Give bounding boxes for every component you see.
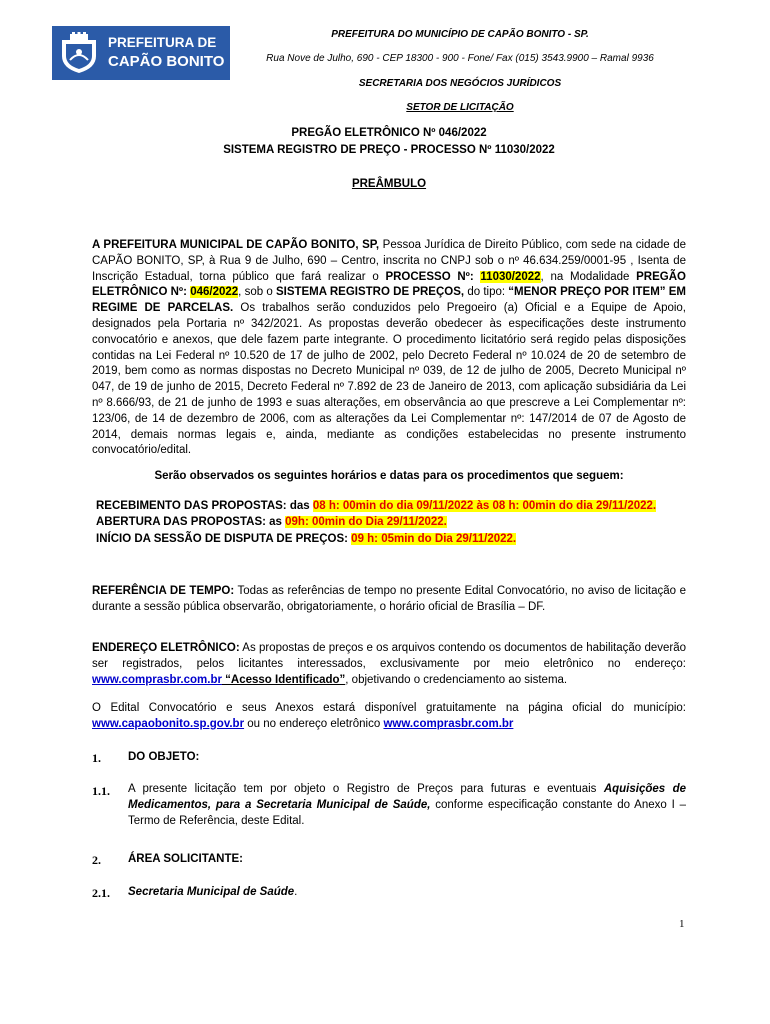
intro-paragraph (92, 238, 686, 459)
page-number: 1 (679, 918, 685, 930)
section-2-number: 2. (92, 853, 101, 867)
ref-tempo-label: REFERÊNCIA DE TEMPO: (92, 585, 235, 597)
edital-paragraph (92, 701, 686, 733)
section-2-title: ÁREA SOLICITANTE: (128, 853, 243, 865)
capaobonito-link[interactable]: www.capaobonito.sp.gov.br (92, 717, 245, 730)
section-1-1-number: 1.1. (92, 784, 110, 798)
objeto-text-1: A presente licitação tem por objeto o Registro de Preços para futuras e eventuais (128, 783, 604, 795)
section-2-1-text (128, 886, 297, 898)
intro-processo-number: 11030/2022 (480, 270, 541, 283)
schedule-label: ABERTURA DAS PROPOSTAS: as (96, 516, 286, 528)
intro-text-5: Os trabalhos serão conduzidos pelo Pregoeiro (a) Oficial e a Equipe de Apoio, designados pela Portaria nº 342/2021. As propostas deverão obedecer às especificações deste instrumento convocatório e anexos, que dele fazem parte integrante. O procedimento licitatório será regido pelas disposições contidas na Lei Federal nº 10.520 de 17 de julho de 2002, pelo Decreto Federal nº 10.024 de 20 de setembro de 2019, bem como as normas dispostas no Decreto Municipal nº 039, de 12 de julho de 2005, Decreto Municipal nº 047, de 19 de junho de 2015, Decreto Federal nº 7.892 de 23 de Janeiro de 2013, com aplicação subsidiária da Lei nº 8.666/93, de 21 de junho de 1993 e suas alterações, em observância ao que prescreve a Lei Complementar nº: 123/06, de 14 de dezembro de 2006, com as alterações da Lei Complementar nº: 147/2014 de 07 de Agosto de 2014, demais normas legais e, ainda, mediante as condições estabelecidas no presente instrumento convocatório/edital. (92, 302, 687, 457)
endereco-label: ENDEREÇO ELETRÔNICO: (92, 642, 240, 654)
prefeitura-logo (52, 26, 230, 80)
endereco-tail: , objetivando o credenciamento ao sistema. (345, 673, 568, 686)
objeto-text-2: conforme especificação constante do Anexo I – Termo de Referência, deste Edital. (128, 798, 687, 827)
schedule-label: INÍCIO DA SESSÃO DE DISPUTA DE PREÇOS: (96, 533, 352, 545)
section-1-number: 1. (92, 751, 101, 765)
section-2-1-number: 2.1. (92, 886, 110, 900)
schedule-value: 08 h: 00min do dia 09/11/2022 às 08 h: 00min do dia 29/11/2022. (312, 500, 657, 512)
comprasbr-link[interactable]: www.comprasbr.com.br (92, 673, 222, 686)
intro-text-2: , na Modalidade (540, 270, 637, 283)
intro-srp: SISTEMA REGISTRO DE PREÇOS, (275, 286, 465, 299)
header-municipality: PREFEITURA DO MUNICÍPIO DE CAPÃO BONITO - SP. (331, 29, 589, 40)
objeto-bold: Aquisições de Medicamentos, para a Secretaria Municipal de Saúde, (128, 783, 686, 811)
header-setor: SETOR DE LICITAÇÃO (406, 102, 514, 113)
city-coat-of-arms-icon (56, 30, 102, 76)
schedule-value: 09 h: 05min do Dia 29/11/2022. (351, 533, 517, 545)
schedule-row-abertura (96, 516, 447, 528)
schedule-heading: Serão observados os seguintes horários e datas para os procedimentos que seguem: (154, 470, 624, 482)
section-1-title: DO OBJETO: (128, 751, 200, 763)
intro-text-1: Pessoa Jurídica de Direito Público, com sede na cidade de CAPÃO BONITO, SP, à Rua 9 de Julho, 690 – Centro, inscrita no CNPJ sob o nº 46.634.259/0001-95 , Isenta de Inscrição Estadual, torna público que fará realizar o (92, 239, 686, 283)
header-secretaria: SECRETARIA DOS NEGÓCIOS JURÍDICOS (358, 78, 562, 89)
solicitante-dot: . (294, 886, 298, 898)
intro-modalidade-label: PREGÃO ELETRÔNICO Nº: (92, 270, 686, 299)
title-processo: SISTEMA REGISTRO DE PREÇO - PROCESSO Nº 11030/2022 (223, 144, 555, 156)
schedule-row-disputa (96, 533, 516, 545)
intro-text-4: do tipo: (464, 286, 509, 299)
intro-tipo: “MENOR PREÇO POR ITEM” EM REGIME DE PARCELAS. (92, 286, 687, 315)
logo-line-2: CAPÃO BONITO (108, 53, 225, 70)
header-address: Rua Nove de Julho, 690 - CEP 18300 - 900 - Fone/ Fax (015) 3543.9900 – Ramal 9936 (266, 53, 654, 64)
schedule-row-recebimento (96, 500, 656, 512)
edital-mid: ou no endereço eletrônico (244, 717, 384, 730)
section-1-1-text (128, 782, 686, 829)
ref-tempo-text: Todas as referências de tempo no presente Edital Convocatório, no aviso de licitação e durante a sessão pública observarão, obrigatoriamente, o horário oficial de Brasília – DF. (92, 585, 686, 613)
title-preambulo: PREÂMBULO (351, 178, 427, 190)
schedule-label: RECEBIMENTO DAS PROPOSTAS: das (96, 500, 313, 512)
logo-line-1: PREFEITURA DE (108, 35, 217, 50)
acesso-identificado: “Acesso Identificado” (221, 673, 346, 686)
intro-processo-label: PROCESSO Nº: (385, 270, 474, 283)
intro-modalidade-number: 046/2022 (190, 286, 239, 299)
intro-text-3: , sob o (238, 286, 276, 299)
title-pregao: PREGÃO ELETRÔNICO Nº 046/2022 (291, 127, 487, 139)
comprasbr-link-2[interactable]: www.comprasbr.com.br (383, 717, 514, 730)
endereco-text: As propostas de preços e os arquivos contendo os documentos de habilitação deverão ser registrados, pelos licitantes interessados, exclusivamente por meio eletrônico no endereço: (92, 642, 687, 670)
endereco-paragraph (92, 641, 686, 688)
intro-org: A PREFEITURA MUNICIPAL DE CAPÃO BONITO, SP, (92, 239, 380, 251)
schedule-value: 09h: 00min do Dia 29/11/2022. (285, 516, 447, 528)
edital-text: O Edital Convocatório e seus Anexos estará disponível gratuitamente na página oficial do município: (92, 702, 686, 714)
ref-tempo-paragraph (92, 584, 686, 616)
solicitante-name: Secretaria Municipal de Saúde (128, 886, 295, 898)
